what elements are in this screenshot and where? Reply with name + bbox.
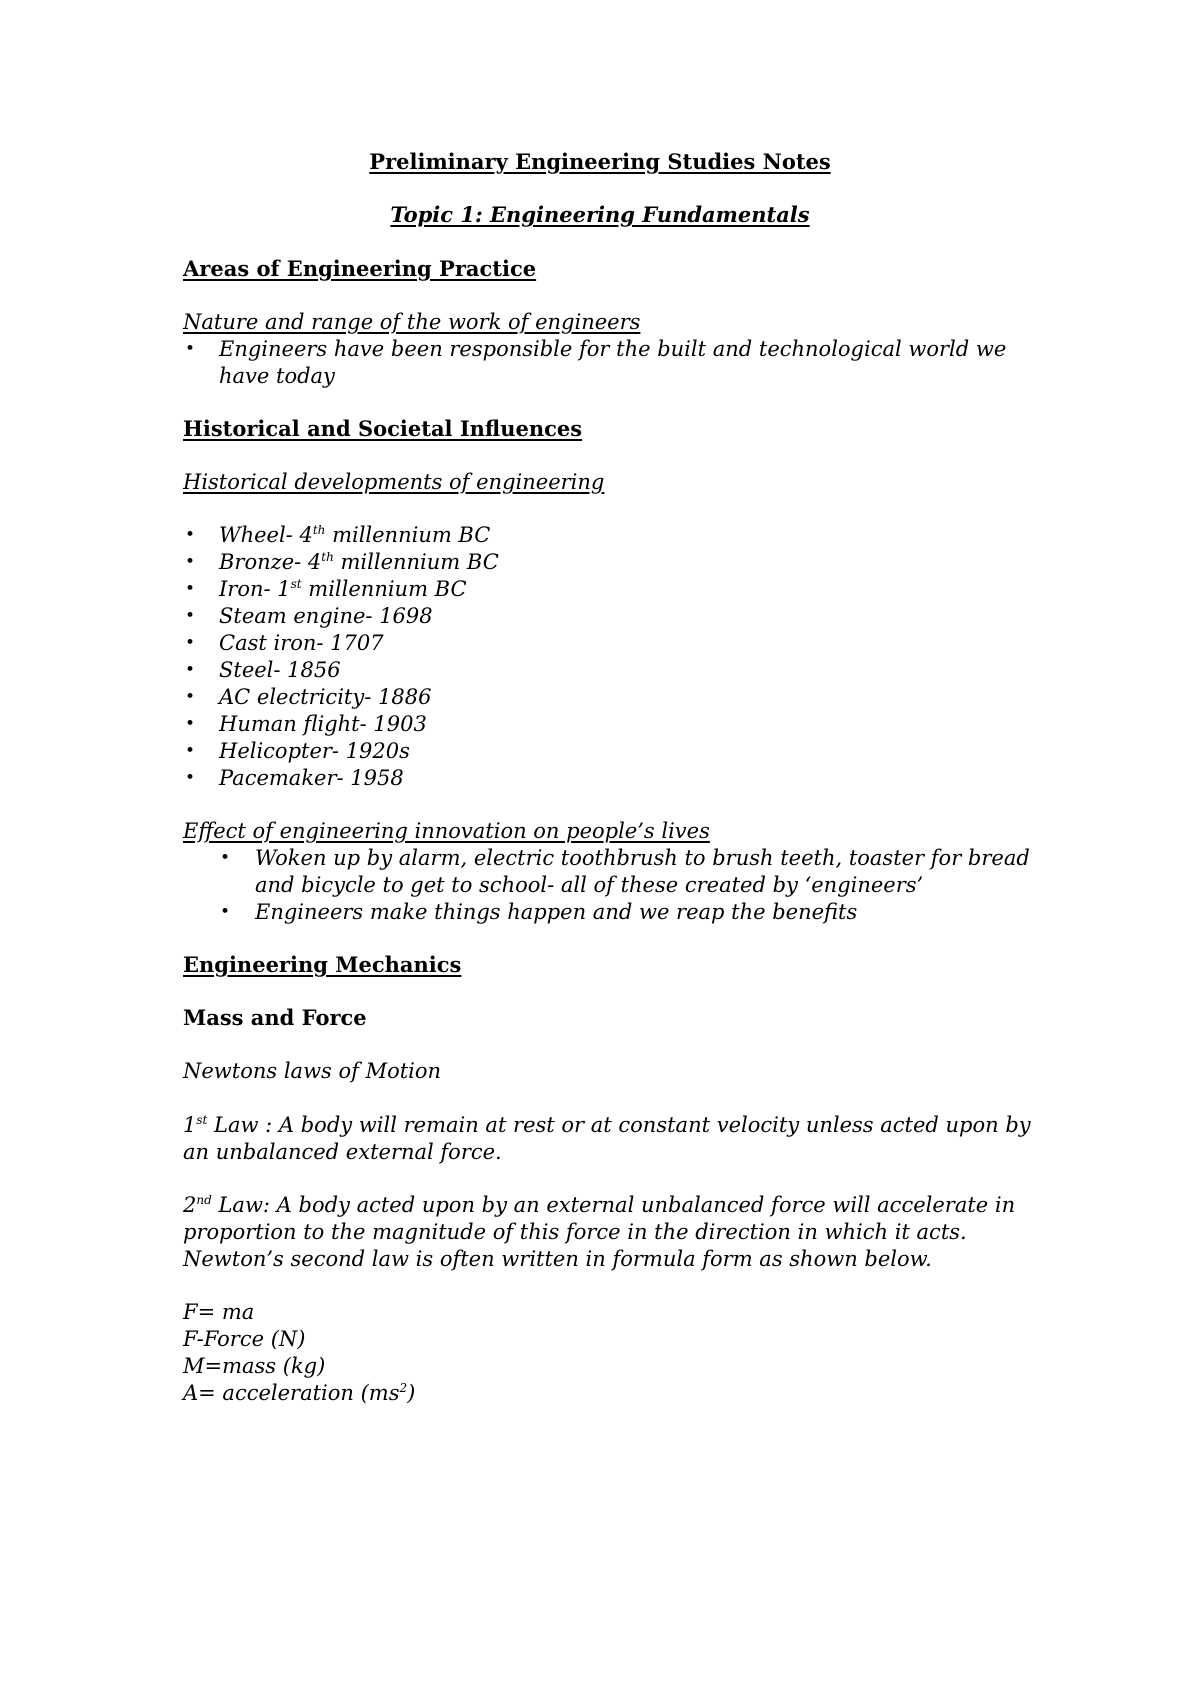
bullet-text: Engineers make things happen and we reap the benefits (255, 900, 858, 924)
law1-line2: an unbalanced external force. (183, 1140, 502, 1164)
bullet-marker: • (185, 633, 196, 653)
bullet-marker: • (185, 525, 196, 545)
bullet-marker: • (185, 741, 196, 761)
section-heading-mechanics: Engineering Mechanics (183, 952, 462, 977)
formula-mass-def: M=mass (kg) (183, 1354, 326, 1378)
bullet-text: Engineers have been responsible for the built and technological world we (219, 337, 1007, 361)
bullet-marker: • (185, 660, 196, 680)
bullet-marker: • (185, 714, 196, 734)
bullet-marker: • (185, 768, 196, 788)
bullet-marker: • (185, 579, 196, 599)
subheading-mass-force: Mass and Force (183, 1005, 367, 1030)
topic-title: Topic 1: Engineering Fundamentals (390, 202, 810, 227)
subheading-historical-developments: Historical developments of engineering (183, 470, 605, 494)
bullet-marker: • (185, 687, 196, 707)
formula-acceleration-def: A= acceleration $(ms^2)$ (183, 1381, 416, 1405)
list-item-pacemaker: Pacemaker- 1958 (219, 766, 404, 790)
formula-force-def: F-Force (N) (183, 1327, 306, 1351)
list-item-bronze: Bronze- 4th millennium BC (219, 550, 499, 574)
section-heading-historical: Historical and Societal Influences (183, 416, 583, 441)
document-title: Preliminary Engineering Studies Notes (369, 149, 831, 174)
bullet-marker: • (185, 606, 196, 626)
bullet-marker: • (185, 552, 196, 572)
section-heading-areas: Areas of Engineering Practice (183, 256, 537, 281)
law2-line2: proportion to the magnitude of this force in the direction in which it acts. (183, 1220, 967, 1244)
list-item-steam-engine: Steam engine- 1698 (219, 604, 433, 628)
law1-line1: 1st Law : A body will remain at rest or at constant velocity unless acted upon by (183, 1113, 1031, 1137)
list-item-human-flight: Human flight- 1903 (219, 712, 427, 736)
bullet-marker: • (185, 339, 196, 359)
bullet-text-continued: have today (219, 364, 335, 388)
bullet-marker: • (220, 902, 231, 922)
subheading-nature-range: Nature and range of the work of engineers (183, 310, 641, 334)
subheading-effect-innovation: Effect of engineering innovation on people’s lives (183, 819, 710, 843)
bullet-text: Woken up by alarm, electric toothbrush to brush teeth, toaster for bread (255, 846, 1030, 870)
law2-line1: 2nd Law: A body acted upon by an external unbalanced force will accelerate in (183, 1193, 1016, 1217)
bullet-text-continued: and bicycle to get to school- all of these created by ‘engineers’ (255, 873, 924, 897)
list-item-steel: Steel- 1856 (219, 658, 341, 682)
list-item-helicopter: Helicopter- 1920s (219, 739, 410, 763)
list-item-ac-electricity: AC electricity- 1886 (219, 685, 432, 709)
list-item-wheel: Wheel- 4th millennium BC (219, 523, 491, 547)
law2-line3: Newton’s second law is often written in formula form as shown below. (183, 1247, 932, 1271)
formula-fma: F= ma (183, 1300, 255, 1324)
bullet-marker: • (220, 848, 231, 868)
list-item-iron: Iron- 1st millennium BC (219, 577, 467, 601)
newtons-laws-label: Newtons laws of Motion (183, 1059, 442, 1083)
list-item-cast-iron: Cast iron- 1707 (219, 631, 384, 655)
